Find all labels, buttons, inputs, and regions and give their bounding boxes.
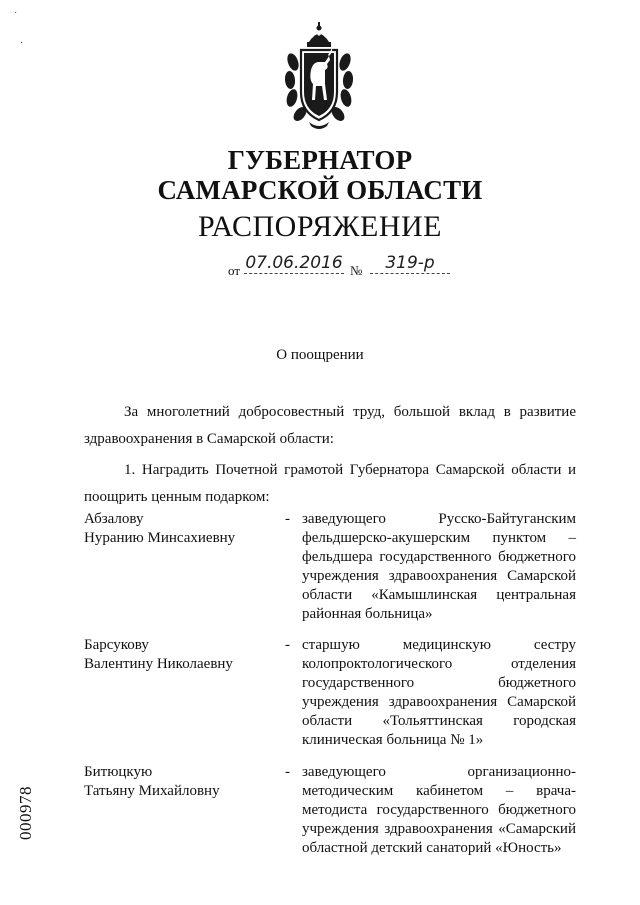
document-serial-number: 000978 [16,786,35,840]
document-subject: О поощрении [276,347,364,363]
awardee-dash: - [285,637,290,653]
awardee-position: заведующего Русско-Байтуганским фельдшерско-акушерским пунктом – фельдшера государственного бюджетного учреждения здравоохранения Самарской области «Камышлинская центральная районная больница» [302,511,576,622]
awardee-dash: - [285,511,290,527]
issuer-title-line1: ГУБЕРНАТОР [227,145,413,175]
issuer-title-line2: САМАРСКОЙ ОБЛАСТИ [157,175,483,205]
awardee-surname: Битюцкую [84,764,153,780]
clause-1-paragraph: 1. Наградить Почетной грамотой Губернатора Самарской области и поощрить ценным подарком: [84,462,576,505]
awardee-position: старшую медицинскую сестру колопроктологического отделения государственного бюджетного учреждения здравоохранения Самарской области «Тольяттинская городская клиническая больница № 1» [302,637,576,748]
handwritten-date: 07.06.2016 [245,253,343,273]
scan-speck: · [20,38,24,49]
scan-speck: · [14,8,18,19]
date-prefix: от [228,263,241,278]
handwritten-number: 319-р [370,253,450,274]
preamble-paragraph: За многолетний добросовестный труд, большой вклад в развитие здравоохранения в Самарской области: [84,404,576,447]
date-number-line [228,253,468,283]
awardee-name [84,763,284,801]
awardee-given-names: Нуранию Минсахиевну [84,530,236,546]
coat-of-arms-emblem [283,22,355,132]
awardee-dash: - [285,764,290,780]
awardee-position: заведующего организационно-методическим кабинетом – врача-методиста государственного бюджетного учреждения здравоохранения «Самарский областной детский санаторий «Юность» [302,764,576,856]
number-prefix: № [350,263,363,278]
awardee-surname: Барсукову [84,637,149,653]
awardee-surname: Абзалову [84,511,144,527]
awardee-given-names: Валентину Николаевну [84,656,233,672]
document-type-title: РАСПОРЯЖЕНИЕ [197,210,443,243]
awardee-name [84,636,284,674]
awardee-given-names: Татьяну Михайловну [84,783,220,799]
awardee-name [84,510,284,548]
